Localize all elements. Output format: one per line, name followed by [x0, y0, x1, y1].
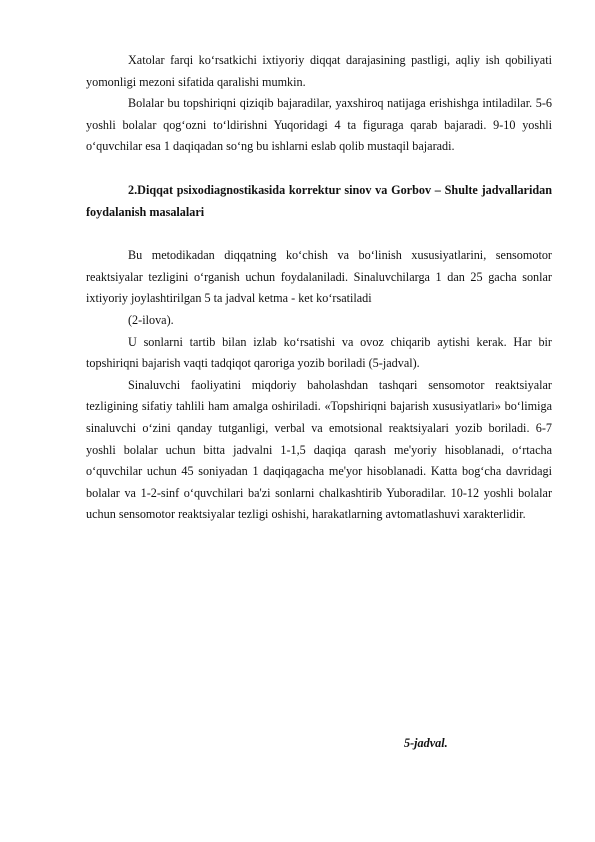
paragraph-error-index: Xatolar farqi ko‘rsatkichi ixtiyoriy diqqat darajasining pastligi, aqliy ish qobiliyati yomonligi mezoni sifatida qaralishi mumkin. — [86, 53, 552, 89]
paragraph-counting-instructions: U sonlarni tartib bilan izlab ko‘rsatishi va ovoz chiqarib aytishi kerak. Har bir topshiriqni bajarish vaqti tadqiqot qaroriga yozib boriladi (5-jadval). — [86, 334, 552, 371]
section-heading: 2.Diqqat psixodiagnostikasida korrektur sinov va Gorbov – Shulte jadvallaridan foydalanish masalalari — [86, 182, 552, 219]
document-body — [86, 50, 552, 526]
paragraph-children-task: Bolalar bu topshiriqni qiziqib bajaradilar, yaxshiroq natijaga erishishga intiladilar. 5-6 yoshli bolalar qog‘ozni to‘ldirishni Yuqoridagi 4 ta figuraga qarab bajaradi. 9-10 yoshli o‘quvchilar esa 1 daqiqadan so‘ng bu ishlarni eslab qolib mustaqil bajaradi. — [86, 96, 552, 154]
paragraph-method-description: Bu metodikadan diqqatning ko‘chish va bo‘linish xususiyatlarini, sensomotor reaktsiyalar tezligini o‘rganish uchun foydalaniladi. Sinaluvchilarga 1 dan 25 gacha sonlar ixtiyoriy joylashtirilgan 5 ta jadval ketma - ket ko‘rsatiladi — [86, 248, 552, 306]
table-caption: 5-jadval. — [404, 736, 448, 750]
paragraph-appendix-reference: (2-ilova). — [128, 312, 174, 327]
paragraph-qualitative-analysis: Sinaluvchi faoliyatini miqdoriy baholashdan tashqari sensomotor reaktsiyalar tezligining sifatiy tahlili ham amalga oshiriladi. «Topshiriqni bajarish xususiyatlari» bo‘limiga sinaluvchi o‘zini qanday tutganligi, verbal va emotsional reaktsiyalari yozib boriladi. 6-7 yoshli bolalar uchun bitta jadvalni 1-1,5 daqiqa qarash me'yoriy hisoblanadi, o‘rtacha o‘quvchilar uchun 45 soniyadan 1 daqiqagacha me'yor hisoblanadi. Katta bog‘cha davridagi bolalar va 1-2-sinf o‘quvchilari ba'zi sonlarni chalkashtirib Yuboradilar. 10-12 yoshli bolalar uchun sensomotor reaktsiyalar tezligi oshishi, harakatlarning avtomatlashuvi xarakterlidir. — [86, 377, 552, 522]
